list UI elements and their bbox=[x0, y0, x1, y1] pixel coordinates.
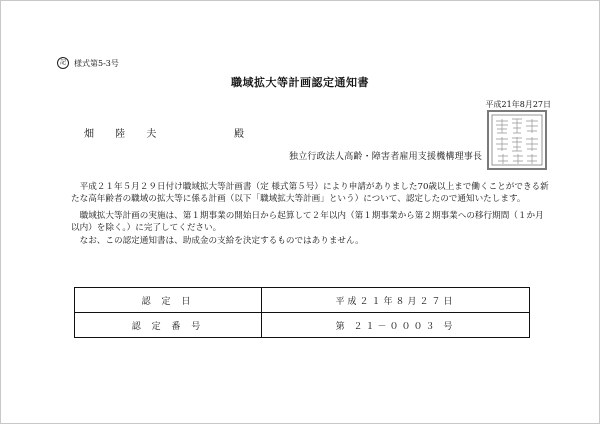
issue-date: 平成21年8月27日 bbox=[485, 100, 551, 109]
table-row bbox=[75, 288, 530, 313]
addressee bbox=[84, 125, 244, 140]
body-paragraph-3: なお、この認定通知書は、助成金の支給を決定するものではありません。 bbox=[79, 235, 364, 246]
body-paragraph-2: 職域拡大等計画の実施は、第１期事業の開始日から起算して２年以内（第１期事業から第２期事業への移行期間（１か月以内）を除く。）に完了してください。 bbox=[71, 210, 544, 234]
form-number bbox=[57, 57, 119, 69]
document-title: 職域拡大等計画認定通知書 bbox=[231, 76, 369, 89]
addressee-honorific: 殿 bbox=[234, 129, 244, 140]
addressee-name: 畑 陸 夫 bbox=[84, 129, 166, 140]
notice-body bbox=[71, 181, 549, 247]
form-number-label: 様式第5-3号 bbox=[74, 58, 119, 68]
certification-number-label: 認 定 番 号 bbox=[75, 313, 262, 338]
certification-date-label: 認 定 日 bbox=[75, 288, 262, 313]
table-row bbox=[75, 313, 530, 338]
certification-table bbox=[74, 287, 530, 338]
certification-number-value: 第 ２１－０００３ 号 bbox=[262, 313, 530, 338]
circle-mark: 記 bbox=[57, 57, 69, 69]
body-paragraph-1: 平成２１年５月２９日付け職域拡大等計画書（定 様式第５号）により申請がありました70歳以上まで働くことができる新たな高年齢者の職域の拡大等に係る計画（以下「職域拡大等計画」という）について、認定したので通知いたします。 bbox=[71, 182, 549, 205]
official-seal-icon bbox=[486, 109, 548, 171]
issuer-name: 独立行政法人高齢・障害者雇用支援機構理事長 bbox=[289, 152, 483, 162]
certification-date-value: 平成２１年８月２７日 bbox=[262, 288, 530, 313]
